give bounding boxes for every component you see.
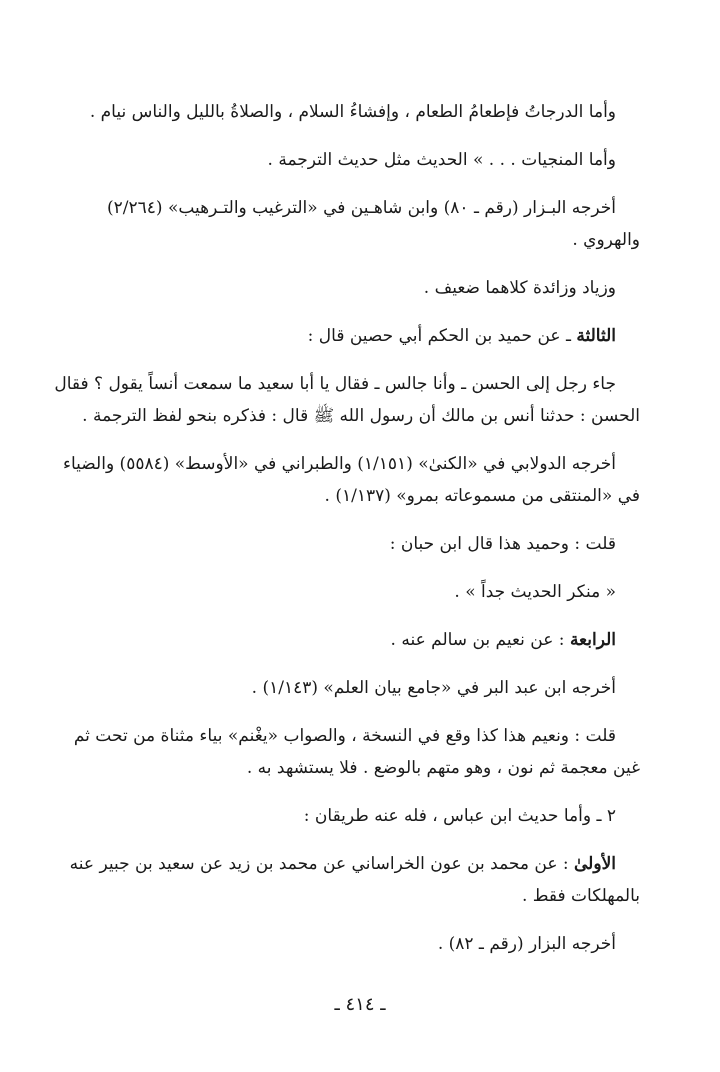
paragraph-line: في «المنتقى من مسموعاته بمرو» (١/١٣٧) . [324, 486, 640, 506]
paragraph-line: الحسن : حدثنا أنس بن مالك أن رسول الله ﷺ قال : فذكره بنحو لفظ الترجمة . [82, 406, 640, 426]
paragraph-8 [36, 528, 640, 560]
paragraph-13 [36, 800, 640, 832]
paragraph-text: ـ عن حميد بن الحكم أبي حصين قال : [307, 326, 571, 346]
paragraph-9 [36, 576, 640, 608]
paragraph-15 [36, 928, 640, 960]
paragraph-11 [36, 672, 640, 704]
paragraph-line: قلت : ونعيم هذا كذا وقع في النسخة ، والصواب «يغْنم» بياء مثناة من تحت ثم [73, 726, 616, 746]
paragraph-text: : عن نعيم بن سالم عنه . [390, 630, 565, 650]
paragraph-line: ٢ ـ وأما حديث ابن عباس ، فله عنه طريقان : [303, 806, 616, 826]
paragraph-line: « منكر الحديث جداً » . [454, 582, 616, 602]
section-lead: الثالثة [576, 326, 616, 346]
paragraph-line [36, 848, 640, 880]
page-number: ـ ٤١٤ ـ [334, 994, 386, 1015]
paragraph-line: والهروي . [572, 230, 640, 250]
paragraph-line: وأما الدرجاتُ فإطعامُ الطعام ، وإفشاءُ السلام ، والصلاةُ بالليل والناس نيام . [89, 102, 616, 122]
paragraph-14 [36, 848, 640, 912]
paragraph-line: أخرجه الدولابي في «الكنىٰ» (١/١٥١) والطبراني في «الأوسط» (٥٥٨٤) والضياء [63, 454, 616, 474]
paragraph-4 [36, 272, 640, 304]
paragraph-10 [36, 624, 640, 656]
paragraph-line: جاء رجل إلى الحسن ـ وأنا جالس ـ فقال يا أبا سعيد ما سمعت أنساً يقول ؟ فقال [54, 374, 616, 394]
paragraph-line [36, 320, 640, 352]
paragraph-line: غين معجمة ثم نون ، وهو متهم بالوضع . فلا يستشهد به . [246, 758, 640, 778]
paragraph-line: بالمهلكات فقط . [521, 886, 640, 906]
paragraph-line: وزياد وزائدة كلاهما ضعيف . [423, 278, 616, 298]
section-lead: الرابعة [569, 630, 616, 650]
paragraph-line: أخرجه البزار (رقم ـ ٨٢) . [437, 934, 616, 954]
paragraph-3 [36, 192, 640, 256]
paragraph-line: أخرجه ابن عبد البر في «جامع بيان العلم» (١/١٤٣) . [251, 678, 616, 698]
paragraph-12 [36, 720, 640, 784]
paragraph-1 [36, 96, 640, 128]
paragraph-2 [36, 144, 640, 176]
paragraph-line: قلت : وحميد هذا قال ابن حبان : [389, 534, 616, 554]
paragraph-line: وأما المنجيات . . . » الحديث مثل حديث الترجمة . [267, 150, 616, 170]
paragraph-6 [36, 368, 640, 432]
paragraph-line: أخرجه البـزار (رقم ـ ٨٠) وابن شاهـين في «الترغيب والتـرهيب» (٢/٢٦٤) [107, 198, 616, 218]
paragraph-line [36, 624, 640, 656]
page-body [36, 96, 640, 976]
paragraph-5 [36, 320, 640, 352]
paragraph-7 [36, 448, 640, 512]
paragraph-text: : عن محمد بن عون الخراساني عن محمد بن زيد عن سعيد بن جبير عنه [69, 854, 569, 874]
section-lead: الأولىٰ [574, 854, 616, 874]
